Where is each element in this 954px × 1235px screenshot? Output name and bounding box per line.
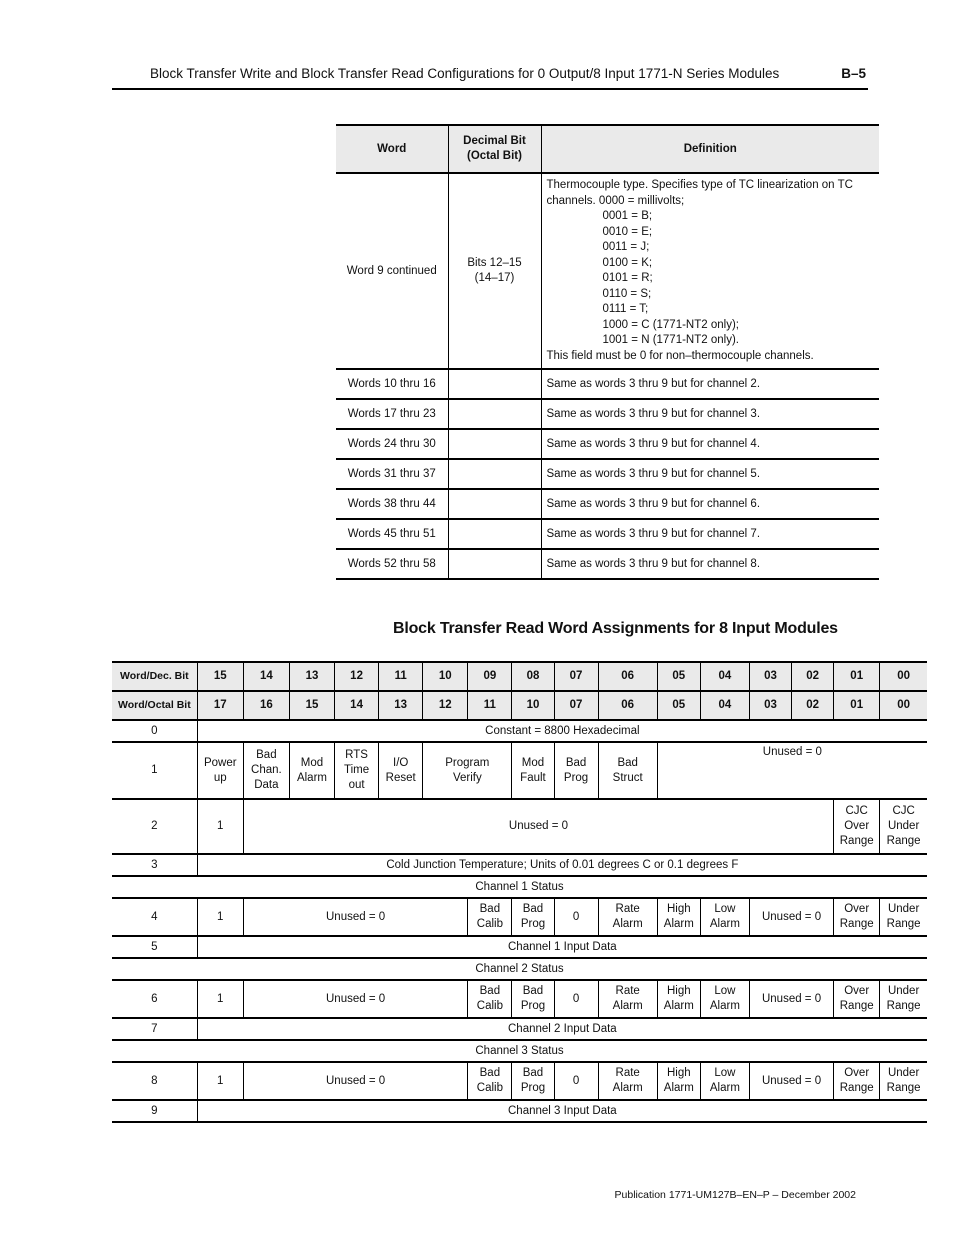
bit-header: 10 (512, 691, 554, 720)
definition-line: 1000 = C (1771-NT2 only); (602, 318, 739, 331)
cjc-temp-cell: Cold Junction Temperature; Units of 0.01 degrees C or 0.1 degrees F (197, 854, 927, 876)
definition-line: Thermocouple type. Specifies type of TC linearization on TC (546, 179, 853, 191)
word-cell: Words 10 thru 16 (336, 369, 448, 399)
channel-status-label: Channel 2 Status (112, 958, 927, 980)
bt-read-table (112, 661, 927, 1123)
bit-header: 11 (379, 662, 423, 691)
page-number: B–5 (841, 66, 866, 81)
bit-value: 1 (197, 1062, 243, 1100)
unused-cell: Unused = 0 (749, 898, 833, 936)
word-cell: Word 9 continued (336, 173, 448, 369)
low-alarm-cell: Low Alarm (700, 980, 749, 1018)
rate-alarm-cell: Rate Alarm (598, 980, 657, 1018)
low-alarm-cell: Low Alarm (700, 1062, 749, 1100)
definition-cell: Same as words 3 thru 9 but for channel 5. (541, 459, 879, 489)
table-row (112, 742, 927, 799)
table-row (112, 958, 927, 980)
bits-cell (448, 519, 541, 549)
input-data-cell: Channel 1 Input Data (197, 936, 927, 958)
bit-header: 00 (880, 691, 927, 720)
word-cell: Words 31 thru 37 (336, 459, 448, 489)
unused-cell: Unused = 0 (243, 799, 833, 854)
table-row (336, 489, 879, 519)
table-row (112, 980, 927, 1018)
bit-header: 14 (335, 691, 379, 720)
definition-cell: Same as words 3 thru 9 but for channel 6. (541, 489, 879, 519)
bit-header: 05 (657, 691, 700, 720)
word-number: 1 (112, 742, 197, 799)
over-range-cell: Over Range (834, 980, 880, 1018)
table-row (336, 549, 879, 579)
unused-cell: Unused = 0 (657, 742, 927, 799)
unused-cell: Unused = 0 (749, 980, 833, 1018)
bit-header: 13 (379, 691, 423, 720)
bit-header: 06 (598, 662, 657, 691)
word-number: 9 (112, 1100, 197, 1122)
table-row (112, 691, 927, 720)
definition-line: 0011 = J; (602, 241, 650, 253)
bit-header: 15 (289, 691, 334, 720)
under-range-cell: Under Range (880, 980, 927, 1018)
status-bit-cell: Bad Struct (598, 742, 657, 799)
bits-cell (448, 459, 541, 489)
bit-header: 07 (554, 691, 598, 720)
word-number: 3 (112, 854, 197, 876)
table-row (112, 898, 927, 936)
table-row (112, 1100, 927, 1122)
table-row (112, 1062, 927, 1100)
rate-alarm-cell: Rate Alarm (598, 1062, 657, 1100)
definition-cell: Same as words 3 thru 9 but for channel 2. (541, 369, 879, 399)
bits-cell (448, 489, 541, 519)
channel-status-label: Channel 3 Status (112, 1040, 927, 1062)
bit-header: 10 (423, 662, 468, 691)
table-row (336, 173, 879, 369)
bad-calib-cell: Bad Calib (468, 898, 512, 936)
bit-header: 14 (243, 662, 289, 691)
bad-calib-cell: Bad Calib (468, 980, 512, 1018)
high-alarm-cell: High Alarm (657, 1062, 700, 1100)
status-bit-cell: RTS Time out (335, 742, 379, 799)
unused-cell: Unused = 0 (243, 1062, 468, 1100)
bit-header: 00 (880, 662, 927, 691)
bad-prog-cell: Bad Prog (512, 980, 554, 1018)
bit-value: 0 (554, 1062, 598, 1100)
bit-value: 1 (197, 799, 243, 854)
word-number: 4 (112, 898, 197, 936)
table-row (112, 720, 927, 742)
definition-cell (541, 173, 879, 369)
definition-line: 0110 = S; (602, 287, 652, 300)
unused-cell: Unused = 0 (243, 898, 468, 936)
bits-cell (448, 399, 541, 429)
header-title: Block Transfer Write and Block Transfer Read Configurations for 0 Output/8 Input 1771-N Series Modules (150, 66, 780, 81)
bits-cell (448, 369, 541, 399)
unused-cell: Unused = 0 (749, 1062, 833, 1100)
constant-cell: Constant = 8800 Hexadecimal (197, 720, 927, 742)
bits-cell: Bits 12–15 (14–17) (448, 173, 541, 369)
bad-prog-cell: Bad Prog (512, 898, 554, 936)
definition-line: 0100 = K; (602, 256, 653, 269)
table-row (336, 429, 879, 459)
word-cell: Words 17 thru 23 (336, 399, 448, 429)
table-row (112, 936, 927, 958)
col-bits: Decimal Bit (Octal Bit) (448, 125, 541, 173)
definition-line: 0111 = T; (602, 303, 649, 315)
under-range-cell: Under Range (880, 898, 927, 936)
high-alarm-cell: High Alarm (657, 980, 700, 1018)
bit-value: 1 (197, 980, 243, 1018)
word-number: 7 (112, 1018, 197, 1040)
status-bit-cell: Bad Chan. Data (243, 742, 289, 799)
table-row (112, 876, 927, 898)
under-range-cell: Under Range (880, 1062, 927, 1100)
word-number: 2 (112, 799, 197, 854)
bit-header: 17 (197, 691, 243, 720)
bit-header: 08 (512, 662, 554, 691)
bit-header: 03 (749, 662, 791, 691)
bit-header: 04 (700, 662, 749, 691)
bad-calib-cell: Bad Calib (468, 1062, 512, 1100)
status-bit-cell: Program Verify (423, 742, 512, 799)
page-header (112, 66, 868, 90)
definition-line: 1001 = N (1771-NT2 only). (602, 334, 739, 346)
definition-line: 0010 = E; (602, 225, 653, 238)
section-title: Block Transfer Read Word Assignments for 8 Input Modules (393, 620, 838, 637)
table-row (336, 399, 879, 429)
table-row (112, 854, 927, 876)
definition-cell: Same as words 3 thru 9 but for channel 7. (541, 519, 879, 549)
col-definition: Definition (541, 125, 879, 173)
bit-value: 0 (554, 898, 598, 936)
rate-alarm-cell: Rate Alarm (598, 898, 657, 936)
definition-cell: Same as words 3 thru 9 but for channel 8. (541, 549, 879, 579)
bit-header: 16 (243, 691, 289, 720)
bit-header: 12 (423, 691, 468, 720)
table-row (336, 369, 879, 399)
table-row (112, 1018, 927, 1040)
word-cell: Words 38 thru 44 (336, 489, 448, 519)
bit-header: 12 (335, 662, 379, 691)
cjc-under-range: CJC Under Range (880, 799, 927, 854)
table-row (112, 662, 927, 691)
bit-value: 1 (197, 898, 243, 936)
table-row (336, 519, 879, 549)
bit-header: 06 (598, 691, 657, 720)
bit-header: 11 (468, 691, 512, 720)
over-range-cell: Over Range (834, 898, 880, 936)
row-label: Word/Dec. Bit (112, 662, 197, 691)
definition-line: 0001 = B; (602, 210, 653, 222)
footer-publication: Publication 1771-UM127B–EN–P – December 2002 (614, 1189, 856, 1201)
low-alarm-cell: Low Alarm (700, 898, 749, 936)
bits-cell (448, 429, 541, 459)
bit-header: 13 (289, 662, 334, 691)
word-cell: Words 52 thru 58 (336, 549, 448, 579)
bits-cell (448, 549, 541, 579)
definition-cell: Same as words 3 thru 9 but for channel 3. (541, 399, 879, 429)
status-bit-cell: Mod Fault (512, 742, 554, 799)
definition-table (336, 124, 879, 580)
word-number: 5 (112, 936, 197, 958)
channel-status-label: Channel 1 Status (112, 876, 927, 898)
bit-value: 0 (554, 980, 598, 1018)
table-row (112, 799, 927, 854)
status-bit-cell: I/O Reset (379, 742, 423, 799)
bit-header: 03 (749, 691, 791, 720)
status-bit-cell: Bad Prog (554, 742, 598, 799)
status-bit-cell: Mod Alarm (289, 742, 334, 799)
bit-header: 09 (468, 662, 512, 691)
word-number: 0 (112, 720, 197, 742)
word-number: 6 (112, 980, 197, 1018)
definition-table-header (336, 125, 879, 173)
over-range-cell: Over Range (834, 1062, 880, 1100)
word-cell: Words 45 thru 51 (336, 519, 448, 549)
definition-line: This field must be 0 for non–thermocouple channels. (546, 349, 814, 362)
definition-line: 0101 = R; (602, 272, 653, 284)
bit-header: 01 (834, 662, 880, 691)
table-row (112, 1040, 927, 1062)
input-data-cell: Channel 3 Input Data (197, 1100, 927, 1122)
row-label: Word/Octal Bit (112, 691, 197, 720)
status-bit-cell: Power up (197, 742, 243, 799)
high-alarm-cell: High Alarm (657, 898, 700, 936)
bad-prog-cell: Bad Prog (512, 1062, 554, 1100)
table-row (336, 459, 879, 489)
input-data-cell: Channel 2 Input Data (197, 1018, 927, 1040)
bit-header: 07 (554, 662, 598, 691)
word-number: 8 (112, 1062, 197, 1100)
bit-header: 05 (657, 662, 700, 691)
definition-cell: Same as words 3 thru 9 but for channel 4. (541, 429, 879, 459)
definition-line: channels. 0000 = millivolts; (546, 194, 685, 207)
bit-header: 01 (834, 691, 880, 720)
bit-header: 02 (792, 662, 834, 691)
unused-cell: Unused = 0 (243, 980, 468, 1018)
word-cell: Words 24 thru 30 (336, 429, 448, 459)
cjc-over-range: CJC Over Range (834, 799, 880, 854)
bit-header: 15 (197, 662, 243, 691)
bit-header: 04 (700, 691, 749, 720)
col-word: Word (336, 125, 448, 173)
bit-header: 02 (792, 691, 834, 720)
